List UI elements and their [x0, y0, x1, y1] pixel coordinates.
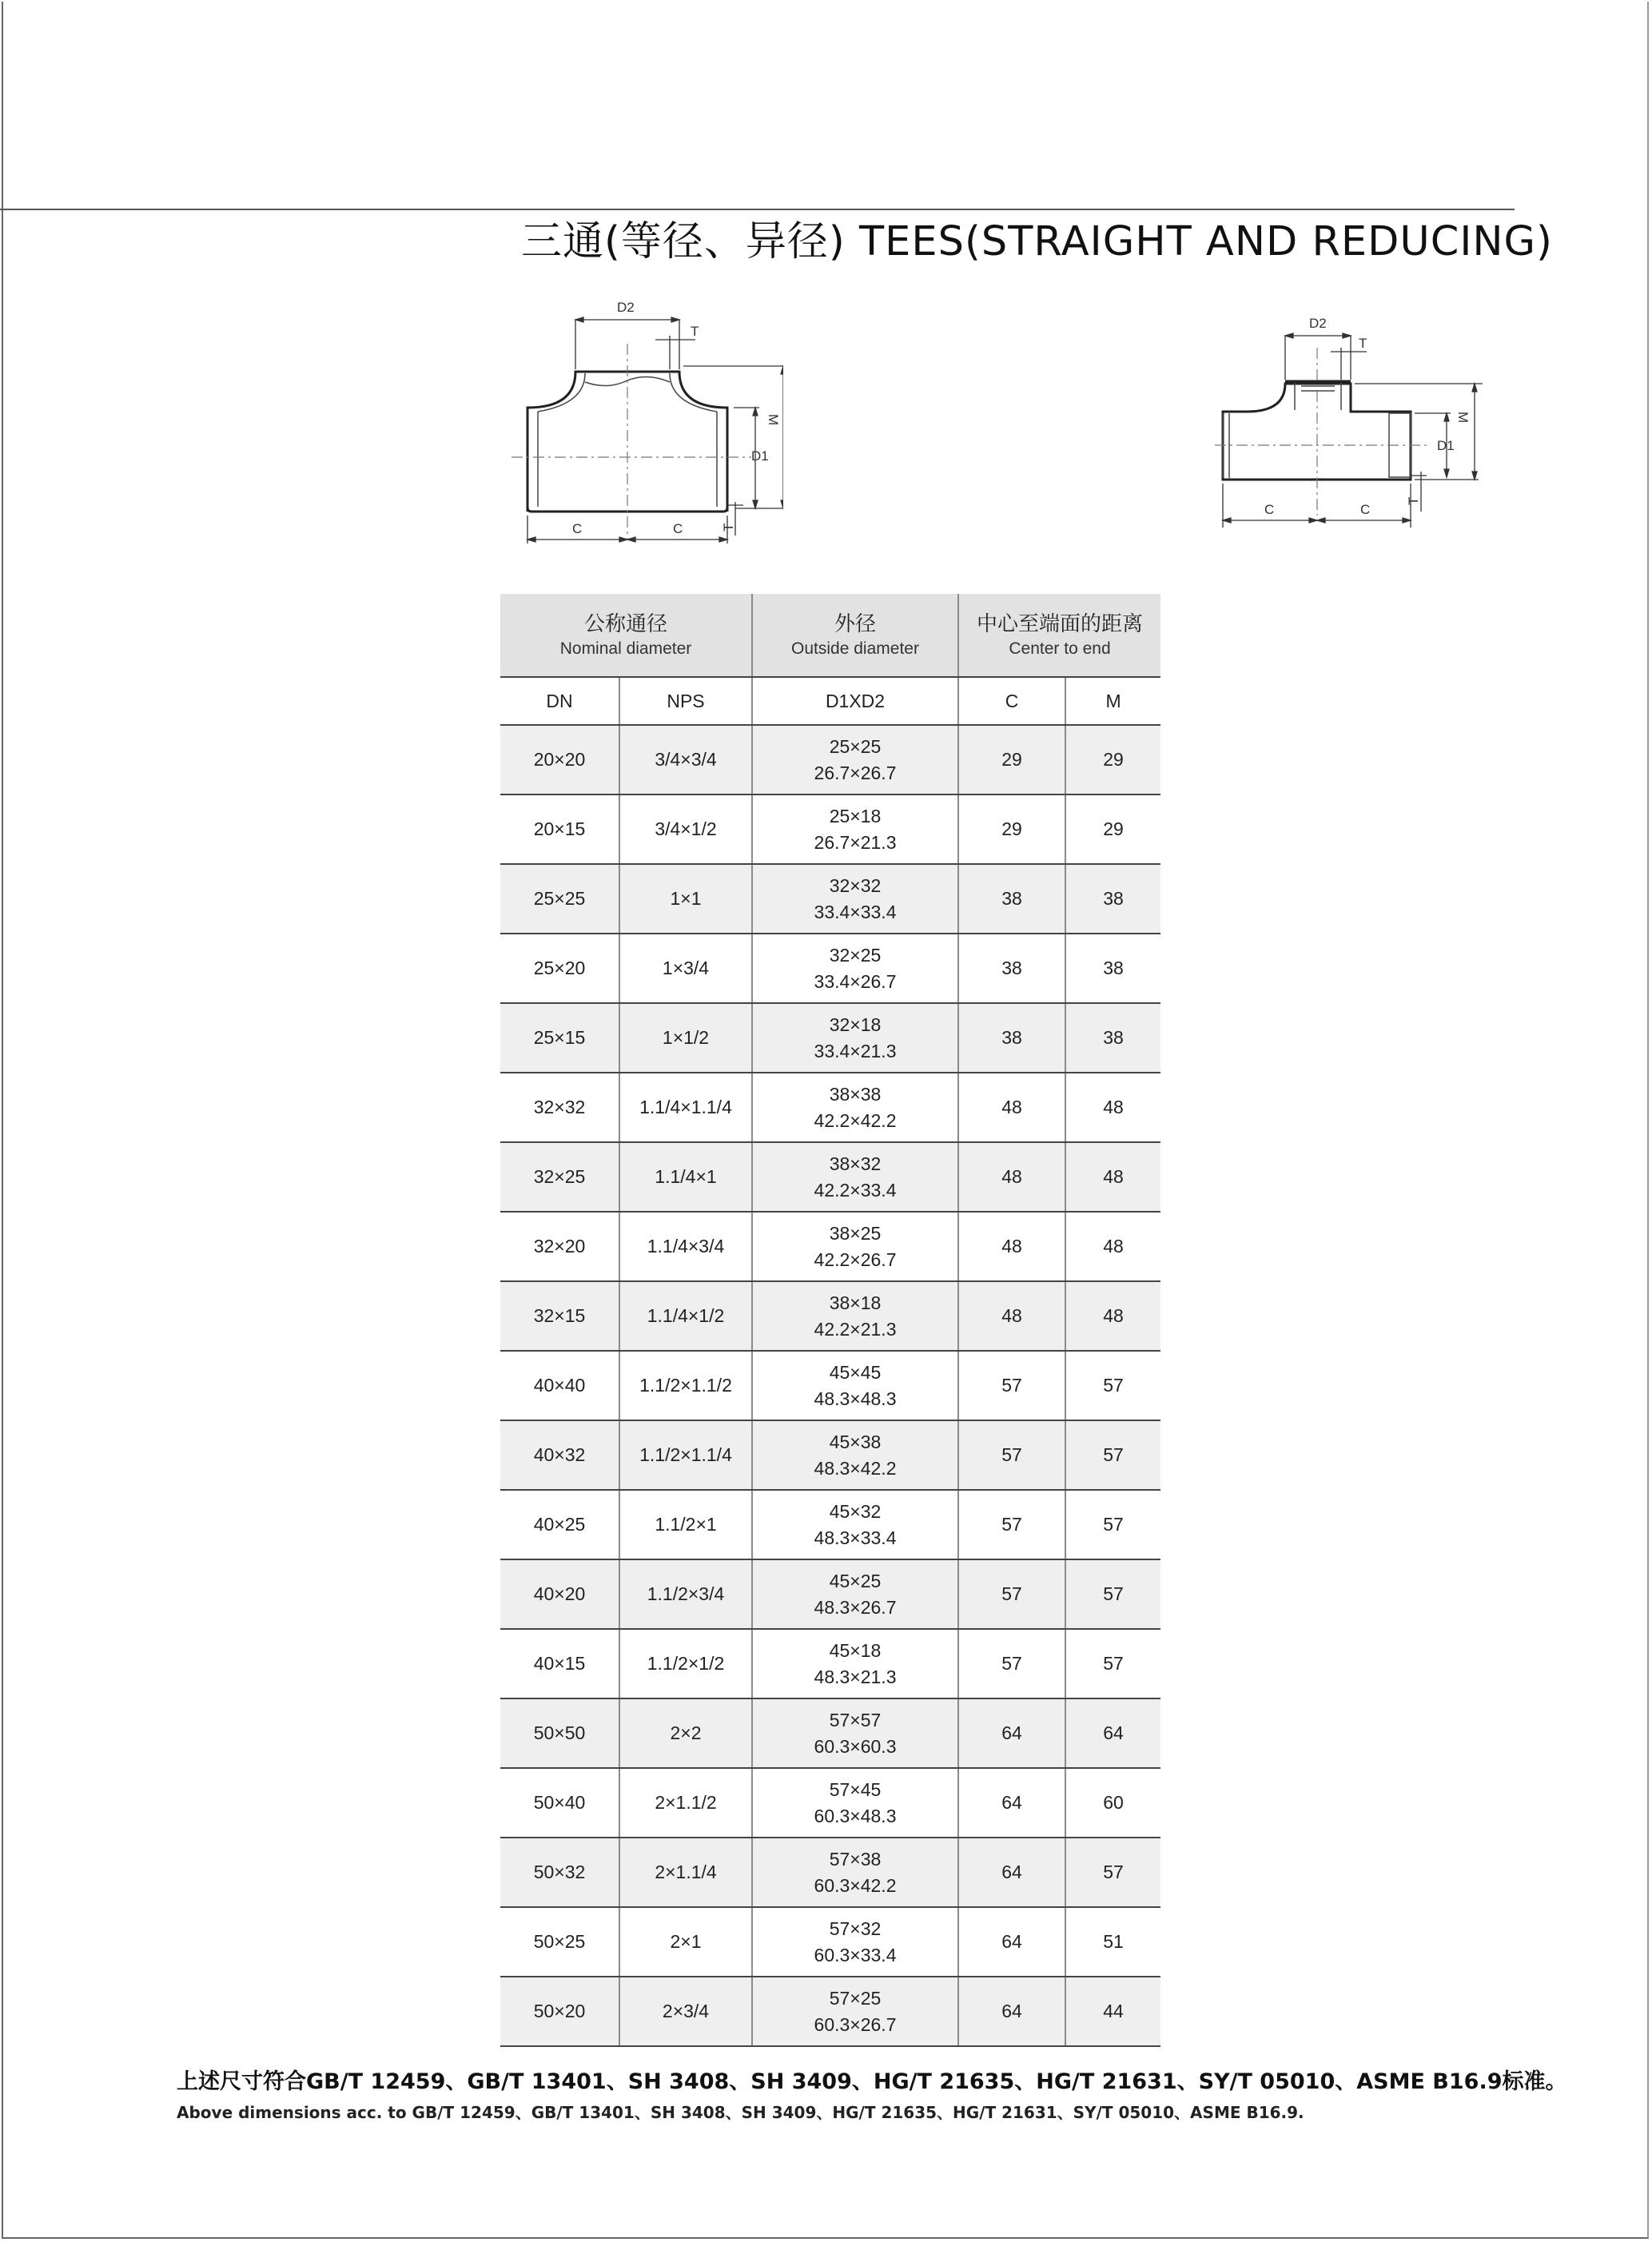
cell-m: 57	[1065, 1838, 1160, 1907]
cell-m: 29	[1065, 794, 1160, 864]
outside-diameter-nominal: 45×38	[829, 1431, 882, 1452]
cell-dn: 32×25	[500, 1142, 619, 1212]
outside-diameter-nominal: 57×57	[829, 1709, 882, 1730]
column-header-d1xd2: D1XD2	[752, 677, 958, 725]
outside-diameter-nominal: 32×18	[829, 1013, 882, 1035]
header-outside-diameter-en: Outside diameter	[791, 639, 919, 658]
outside-diameter-actual: 60.3×60.3	[814, 1735, 897, 1757]
table-row	[500, 1212, 1160, 1281]
cell-outside-diameter	[752, 794, 958, 864]
cell-outside-diameter	[752, 725, 958, 794]
cell-outside-diameter	[752, 1003, 958, 1073]
cell-m: 57	[1065, 1559, 1160, 1629]
cell-m: 64	[1065, 1698, 1160, 1768]
cell-nps: 1.1/2×3/4	[619, 1559, 752, 1629]
cell-outside-diameter	[752, 864, 958, 934]
table-row	[500, 1559, 1160, 1629]
cell-c: 57	[958, 1420, 1065, 1490]
diagram-straight-tee	[512, 296, 783, 552]
cell-outside-diameter	[752, 1351, 958, 1420]
cell-dn: 40×25	[500, 1490, 619, 1559]
outside-diameter-nominal: 45×45	[829, 1361, 882, 1383]
standards-note-cn: 上述尺寸符合GB/T 12459、GB/T 13401、SH 3408、SH 3409、HG/T 21635、HG/T 21631、SY/T 05010、ASME B16.9标准。	[177, 2069, 1567, 2094]
cell-nps: 2×1	[619, 1907, 752, 1977]
outside-diameter-actual: 42.2×33.4	[814, 1179, 897, 1201]
outside-diameter-nominal: 32×32	[829, 874, 882, 896]
label-d2: D2	[617, 300, 635, 315]
outside-diameter-actual: 48.3×26.7	[814, 1596, 897, 1618]
reducing-tee-drawing	[1215, 316, 1487, 540]
column-header-m: M	[1065, 677, 1160, 725]
dimensions-table	[500, 594, 1160, 2047]
cell-c: 38	[958, 934, 1065, 1003]
cell-m: 57	[1065, 1490, 1160, 1559]
column-header-c: C	[958, 677, 1065, 725]
table-row	[500, 1281, 1160, 1351]
page-title: 三通(等径、异径) TEES(STRAIGHT AND REDUCING)	[521, 218, 1553, 265]
table-row	[500, 1977, 1160, 2046]
cell-outside-diameter	[752, 1073, 958, 1142]
table-row	[500, 864, 1160, 934]
label-m: M	[766, 414, 781, 426]
header-nominal-diameter-cn: 公称通径	[584, 611, 668, 635]
header-center-to-end-en: Center to end	[1009, 639, 1111, 658]
header-rule	[0, 209, 1515, 210]
outside-diameter-actual: 26.7×21.3	[814, 831, 897, 853]
cell-m: 48	[1065, 1281, 1160, 1351]
label-c-left-right: C	[1264, 502, 1275, 517]
cell-c: 57	[958, 1490, 1065, 1559]
outside-diameter-nominal: 38×38	[829, 1083, 882, 1105]
outside-diameter-nominal: 38×25	[829, 1222, 882, 1244]
cell-dn: 25×15	[500, 1003, 619, 1073]
label-t-bottom: T	[721, 523, 736, 532]
cell-m: 48	[1065, 1073, 1160, 1142]
cell-nps: 1×1/2	[619, 1003, 752, 1073]
cell-nps: 2×1.1/4	[619, 1838, 752, 1907]
cell-c: 29	[958, 794, 1065, 864]
cell-dn: 40×15	[500, 1629, 619, 1698]
column-header-dn: DN	[500, 677, 619, 725]
table-row	[500, 934, 1160, 1003]
label-c-left: C	[572, 521, 583, 536]
column-header-nps: NPS	[619, 677, 752, 725]
straight-tee-drawing	[512, 296, 783, 552]
cell-nps: 1×1	[619, 864, 752, 934]
cell-outside-diameter	[752, 1629, 958, 1698]
cell-outside-diameter	[752, 1420, 958, 1490]
cell-c: 57	[958, 1559, 1065, 1629]
outside-diameter-actual: 60.3×26.7	[814, 2013, 897, 2035]
outside-diameter-actual: 60.3×33.4	[814, 1944, 897, 1965]
cell-nps: 1.1/4×1/2	[619, 1281, 752, 1351]
cell-nps: 2×3/4	[619, 1977, 752, 2046]
label-c-right-right: C	[1360, 502, 1371, 517]
cell-c: 48	[958, 1212, 1065, 1281]
outside-diameter-actual: 42.2×42.2	[814, 1109, 897, 1131]
cell-c: 48	[958, 1281, 1065, 1351]
cell-nps: 1×3/4	[619, 934, 752, 1003]
cell-c: 64	[958, 1698, 1065, 1768]
outside-diameter-actual: 60.3×48.3	[814, 1805, 897, 1826]
outside-diameter-actual: 60.3×42.2	[814, 1874, 897, 1896]
cell-m: 57	[1065, 1351, 1160, 1420]
header-center-to-end-cn: 中心至端面的距离	[977, 611, 1144, 635]
outside-diameter-nominal: 57×32	[829, 1917, 882, 1939]
cell-c: 64	[958, 1907, 1065, 1977]
cell-outside-diameter	[752, 934, 958, 1003]
cell-outside-diameter	[752, 1490, 958, 1559]
outside-diameter-actual: 33.4×26.7	[814, 970, 897, 992]
cell-m: 57	[1065, 1629, 1160, 1698]
header-nominal-diameter-en: Nominal diameter	[559, 639, 692, 658]
cell-outside-diameter	[752, 1838, 958, 1907]
cell-nps: 3/4×3/4	[619, 725, 752, 794]
cell-dn: 50×25	[500, 1907, 619, 1977]
outside-diameter-nominal: 25×25	[829, 735, 882, 757]
outside-diameter-nominal: 38×32	[829, 1153, 882, 1174]
cell-c: 38	[958, 1003, 1065, 1073]
cell-dn: 20×20	[500, 725, 619, 794]
label-d1: D1	[751, 448, 769, 464]
cell-outside-diameter	[752, 1977, 958, 2046]
cell-outside-diameter	[752, 1768, 958, 1838]
outside-diameter-nominal: 57×45	[829, 1778, 882, 1800]
cell-m: 60	[1065, 1768, 1160, 1838]
outside-diameter-nominal: 25×18	[829, 805, 882, 826]
cell-outside-diameter	[752, 1559, 958, 1629]
label-d1-right: D1	[1437, 438, 1455, 453]
header-outside-diameter	[752, 594, 958, 677]
outside-diameter-actual: 48.3×42.2	[814, 1457, 897, 1479]
table-group-header-row	[500, 594, 1160, 677]
outside-diameter-nominal: 57×38	[829, 1848, 882, 1870]
table-row	[500, 1490, 1160, 1559]
cell-m: 51	[1065, 1907, 1160, 1977]
cell-c: 38	[958, 864, 1065, 934]
outside-diameter-nominal: 45×32	[829, 1500, 882, 1522]
cell-dn: 40×40	[500, 1351, 619, 1420]
cell-nps: 1.1/2×1.1/4	[619, 1420, 752, 1490]
cell-m: 38	[1065, 864, 1160, 934]
cell-m: 48	[1065, 1142, 1160, 1212]
table-row	[500, 1629, 1160, 1698]
outside-diameter-actual: 42.2×21.3	[814, 1318, 897, 1340]
outside-diameter-nominal: 45×25	[829, 1570, 882, 1591]
table-row	[500, 1351, 1160, 1420]
label-t-top-right: T	[1359, 336, 1367, 351]
table-row	[500, 1003, 1160, 1073]
table-row	[500, 725, 1160, 794]
cell-dn: 50×20	[500, 1977, 619, 2046]
table-row	[500, 1838, 1160, 1907]
outside-diameter-nominal: 45×18	[829, 1639, 882, 1661]
cell-outside-diameter	[752, 1907, 958, 1977]
cell-nps: 3/4×1/2	[619, 794, 752, 864]
cell-dn: 50×50	[500, 1698, 619, 1768]
header-center-to-end	[958, 594, 1160, 677]
table-row	[500, 1698, 1160, 1768]
cell-dn: 20×15	[500, 794, 619, 864]
outside-diameter-actual: 42.2×26.7	[814, 1248, 897, 1270]
outside-diameter-nominal: 57×25	[829, 1987, 882, 2009]
cell-m: 38	[1065, 1003, 1160, 1073]
outside-diameter-actual: 48.3×21.3	[814, 1666, 897, 1687]
outside-diameter-nominal: 38×18	[829, 1292, 882, 1313]
outside-diameter-actual: 48.3×33.4	[814, 1527, 897, 1548]
table-row	[500, 1907, 1160, 1977]
cell-outside-diameter	[752, 1212, 958, 1281]
outside-diameter-nominal: 32×25	[829, 944, 882, 966]
table-row	[500, 1142, 1160, 1212]
cell-m: 57	[1065, 1420, 1160, 1490]
header-outside-diameter-cn: 外径	[834, 611, 877, 635]
cell-outside-diameter	[752, 1698, 958, 1768]
diagram-reducing-tee	[1215, 316, 1487, 540]
table-column-header-row	[500, 677, 1160, 725]
cell-dn: 32×20	[500, 1212, 619, 1281]
cell-m: 29	[1065, 725, 1160, 794]
cell-nps: 2×2	[619, 1698, 752, 1768]
cell-m: 48	[1065, 1212, 1160, 1281]
header-nominal-diameter	[500, 594, 752, 677]
standards-note-en: Above dimensions acc. to GB/T 12459、GB/T 13401、SH 3408、SH 3409、HG/T 21635、HG/T 21631、SY/T 05010、ASME B16.9.	[177, 2103, 1304, 2122]
cell-dn: 50×40	[500, 1768, 619, 1838]
cell-c: 57	[958, 1629, 1065, 1698]
cell-nps: 2×1.1/2	[619, 1768, 752, 1838]
cell-dn: 50×32	[500, 1838, 619, 1907]
outside-diameter-actual: 33.4×33.4	[814, 901, 897, 922]
cell-c: 48	[958, 1142, 1065, 1212]
cell-outside-diameter	[752, 1281, 958, 1351]
table-row	[500, 794, 1160, 864]
label-d2-right: D2	[1309, 316, 1327, 331]
cell-c: 64	[958, 1838, 1065, 1907]
outside-diameter-actual: 48.3×48.3	[814, 1388, 897, 1409]
cell-nps: 1.1/2×1	[619, 1490, 752, 1559]
label-t-top: T	[691, 324, 699, 339]
cell-outside-diameter	[752, 1142, 958, 1212]
label-m-right: M	[1455, 412, 1471, 424]
cell-dn: 25×20	[500, 934, 619, 1003]
cell-nps: 1.1/4×1	[619, 1142, 752, 1212]
cell-c: 29	[958, 725, 1065, 794]
cell-dn: 32×15	[500, 1281, 619, 1351]
table-row	[500, 1420, 1160, 1490]
cell-dn: 32×32	[500, 1073, 619, 1142]
cell-c: 57	[958, 1351, 1065, 1420]
cell-nps: 1.1/2×1.1/2	[619, 1351, 752, 1420]
label-c-right: C	[673, 521, 683, 536]
cell-c: 48	[958, 1073, 1065, 1142]
label-t-bottom-right: T	[1406, 496, 1421, 505]
table-row	[500, 1073, 1160, 1142]
outside-diameter-actual: 33.4×21.3	[814, 1040, 897, 1061]
cell-m: 38	[1065, 934, 1160, 1003]
table-body	[500, 725, 1160, 2046]
cell-c: 64	[958, 1768, 1065, 1838]
cell-nps: 1.1/4×1.1/4	[619, 1073, 752, 1142]
cell-dn: 40×20	[500, 1559, 619, 1629]
outside-diameter-actual: 26.7×26.7	[814, 762, 897, 783]
cell-dn: 40×32	[500, 1420, 619, 1490]
cell-nps: 1.1/2×1/2	[619, 1629, 752, 1698]
table-row	[500, 1768, 1160, 1838]
cell-c: 64	[958, 1977, 1065, 2046]
cell-m: 44	[1065, 1977, 1160, 2046]
cell-dn: 25×25	[500, 864, 619, 934]
cell-nps: 1.1/4×3/4	[619, 1212, 752, 1281]
